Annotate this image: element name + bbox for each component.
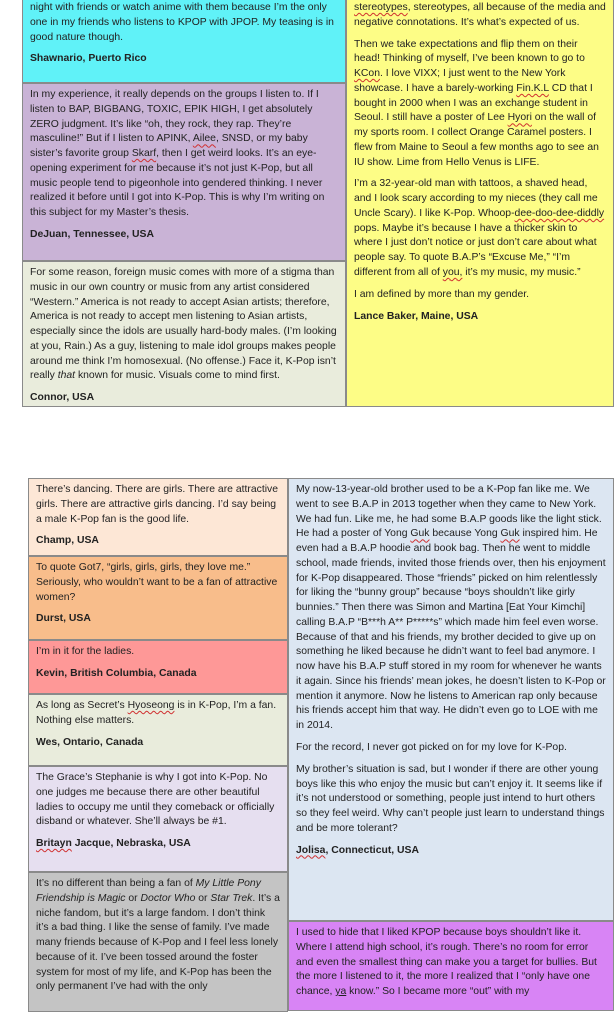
testimonial-dejuan [22, 83, 346, 261]
testimonial-shawnario [22, 0, 346, 83]
testimonial-text: As long as Secret’s Hyoseong is in K-Pop, I’m a fan. Nothing else matters. [36, 700, 277, 726]
testimonial-text: night with friends or watch anime with them because I’m the only one in my friends who listens to KPOP with JPOP. My teasing is in good nature though. [30, 2, 334, 43]
testimonial-text: For some reason, foreign music comes with more of a stigma than music in our own country or music from any artist considered “Western.” America is not ready to accept Asian artists; therefore, America is not ready to accept men listening to Asian artists, especially since the idols are usually hard-body males. (I’m looking at you, Rain.) As a guy, listening to male idol groups makes people around me think I’m homosexual. (No offense.) Face it, K-Pop isn’t really that known for music. Visuals come to mind first. [30, 267, 337, 382]
testimonial-author: DeJuan, Tennessee, USA [30, 228, 154, 240]
testimonial-text: To quote Got7, “girls, girls, girls, they love me.” Seriously, who wouldn’t want to be a fan of attractive women? [36, 562, 278, 603]
testimonial-text: The Grace’s Stephanie is why I got into K-Pop. No one judges me because there are other beautiful ladies to occupy me until they comeback or officially disband or whatever. She’ll always be #1. [36, 772, 275, 828]
testimonial-paragraph: My brother’s situation is sad, but I wonder if there are other young boys like this who enjoy the music but can’t enjoy it. It seems like if it’s not understood or something, people just intend to hurt others so they feel weird. Why can’t people just learn to understand things and be more tolerant? [296, 763, 605, 834]
testimonial-author: Kevin, British Columbia, Canada [36, 667, 197, 679]
testimonial-text: There’s dancing. There are girls. There are attractive girls. There are attractive girls dancing. I’d say being a male K-Pop fan is the good life. [36, 484, 278, 525]
testimonial-author: Lance Baker, Maine, USA [354, 310, 479, 322]
testimonial-text: I used to hide that I liked KPOP because boys shouldn’t like it. Where I attend high school, it’s rough. There’s no room for error and even the smallest thing can make you a target for bullies. But the more I listened to it, the more I realized that I “only have one chance, ya know.” So I became more “out” with my [296, 927, 597, 998]
testimonial-author: Wes, Ontario, Canada [36, 736, 144, 748]
testimonial-lance-baker [346, 0, 614, 407]
testimonial-author: Durst, USA [36, 613, 91, 625]
testimonial-paragraph: My now-13-year-old brother used to be a K-Pop fan like me. We went to see B.A.P in 2013 together when they came to New York. We had fun. Like me, he had some B.A.P goods like the light stick. He had a poster of Yong Guk because Yong Guk inspired him. He even had a B.A.P hoodie and book bag. Then he went to middle school, made friends, invited those friends over, then his enjoyment for K-Pop disappeared. Those “friends” picked on him relentlessly for liking the “bunny group” because “boys shouldn’t like girly bunnies.” Then there was Simon and Martina [Eat Your Kimchi] calling B.A.P “B***h A** P*****s” which made him feel even worse. Because of that and his friends, my brother decided to give up on something he liked because he didn’t want to feel bad anymore. I now have his B.A.P stuff stored in my room for whenever he wants it again. Since his friends’ mean jokes, he doesn’t listen to K-Pop or mention it anymore. Now he listens to American rap only because his friends accept him that way. He didn’t even go to LOE with me in 2014. [296, 484, 606, 732]
testimonial-wes [28, 694, 288, 766]
testimonial-text: It’s no different than being a fan of My Little Pony Friendship is Magic or Doctor Who or Star Trek. It’s a niche fandom, but it’s a large fandom. I don’t think it’s a bad thing. I like the sense of family. I’ve made many friends because of K-Pop and I feel less lonely because of it. I’ve been tossed around the foster system for most of my life, and K-Pop has been the only permanent I’ve had with the only [36, 878, 280, 993]
testimonial-text: In my experience, it really depends on the groups I listen to. If I listen to BAP, BIGBANG, TOXIC, EPIK HIGH, I get absolutely ZERO judgment. It’s like “oh, they rock, they rap. They’re masculine!” But if I listen to APINK, Ailee, SNSD, or my baby sister’s favorite group Skarf, then I get weird looks. It’s an eye-opening experiment for me because it’s not just K-Pop, but all music people tend to pigeonhole into gendered thinking. I never realized it before until I got into K-Pop. This is why I’m writing on this subject for my Master’s thesis. [30, 89, 325, 219]
testimonial-author: Shawnario, Puerto Rico [30, 53, 147, 65]
testimonial-champ [28, 478, 288, 556]
testimonial-britayn [28, 766, 288, 872]
testimonial-author: Champ, USA [36, 535, 99, 547]
testimonial-paragraph: stereotypes, stereotypes, all because of the media and negative connotations. It’s what’s expected of us. [354, 2, 606, 28]
testimonial-connor [22, 261, 346, 407]
testimonial-fandom-family [28, 872, 288, 1012]
testimonial-paragraph: I am defined by more than my gender. [354, 288, 530, 300]
testimonial-author: Jolisa, Connecticut, USA [296, 844, 419, 856]
testimonial-kevin [28, 640, 288, 694]
testimonial-paragraph: For the record, I never got picked on for my love for K-Pop. [296, 742, 567, 754]
testimonial-author: Connor, USA [30, 392, 95, 404]
testimonial-durst [28, 556, 288, 640]
testimonial-paragraph: Then we take expectations and flip them on their head! Thinking of myself, I’ve been known to go to KCon. I love VIXX; I just went to the New York showcase. I have a barely-working Fin.K.L CD that I bought in 2000 when I was an exchange student in Seoul. I still have a poster of Lee Hyori on the wall of my sports room. I collect Orange Caramel posters. I flew from Maine to Seoul a few months ago to see an IU show. Lime from Hello Venus is LIFE. [354, 38, 599, 168]
testimonial-jolisa [288, 478, 614, 921]
testimonial-text: I’m in it for the ladies. [36, 646, 135, 657]
testimonial-author: Britayn Jacque, Nebraska, USA [36, 838, 191, 850]
testimonial-paragraph: I’m a 32-year-old man with tattoos, a shaved head, and I look scary according to my nieces (they call me Uncle Scary). I like K-Pop. Whoop-dee-doo-dee-diddly pops. Maybe it’s because I have a thicker skin to where I just don’t notice or just don’t care about what people say. To quote B.A.P’s “Excuse Me,” “I’m different from all of you, it’s my music, my music.” [354, 178, 605, 279]
testimonial-high-school [288, 921, 614, 1011]
